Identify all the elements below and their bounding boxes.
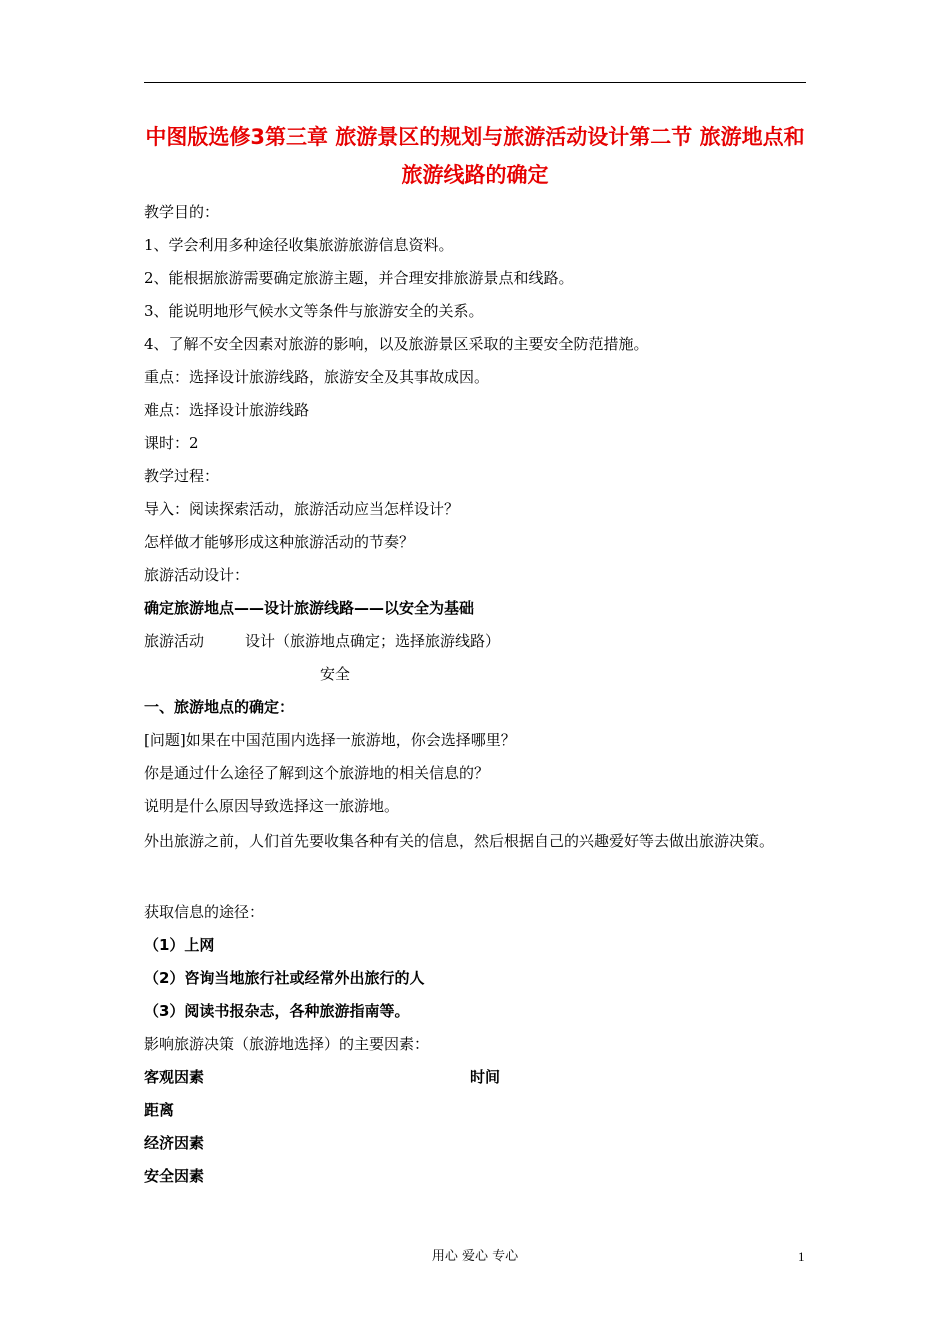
factor-time: 时间 [470, 1068, 501, 1086]
way-item-3: （3）阅读书报杂志，各种旅游指南等。 [144, 1002, 410, 1020]
factor-distance: 距离 [144, 1101, 175, 1119]
class-hours: 课时：2 [144, 434, 199, 452]
diagram-right-label: 设计（旅游地点确定；选择旅游线路） [245, 632, 501, 650]
objectives-heading: 教学目的： [144, 203, 220, 221]
factors-label: 影响旅游决策（旅游地选择）的主要因素： [144, 1035, 430, 1053]
objective-item-3: 3、能说明地形气候水文等条件与旅游安全的关系。 [144, 302, 484, 320]
diagram-left-label: 旅游活动 [144, 632, 205, 650]
header-rule [144, 82, 806, 83]
difficulty: 难点：选择设计旅游线路 [144, 401, 310, 419]
objective-item-4: 4、了解不安全因素对旅游的影响，以及旅游景区采取的主要安全防范措施。 [144, 335, 649, 353]
process-intro: 导入：阅读探索活动，旅游活动应当怎样设计？ [144, 500, 460, 518]
question-3: 说明是什么原因导致选择这一旅游地。 [144, 797, 400, 815]
footer-text: 用心 爱心 专心 [431, 1249, 519, 1264]
process-question: 怎样做才能够形成这种旅游活动的节奏？ [144, 533, 415, 551]
factor-safety: 安全因素 [144, 1167, 205, 1185]
diagram-bottom-label: 安全 [320, 665, 351, 683]
section-heading: 一、旅游地点的确定： [144, 698, 295, 716]
objective-item-1: 1、学会利用多种途径收集旅游旅游信息资料。 [144, 236, 454, 254]
question-1: [问题]如果在中国范围内选择一旅游地，你会选择哪里？ [144, 731, 516, 749]
way-item-1: （1）上网 [144, 936, 215, 954]
key-point: 重点：选择设计旅游线路，旅游安全及其事故成因。 [144, 368, 490, 386]
process-heading: 教学过程： [144, 467, 220, 485]
page-number: 1 [798, 1249, 805, 1264]
way-item-2: （2）咨询当地旅行社或经常外出旅行的人 [144, 969, 425, 987]
info-paragraph: 外出旅游之前，人们首先要收集各种有关的信息，然后根据自己的兴趣爱好等去做出旅游决策。 [144, 832, 775, 850]
document-title: 中图版选修3第三章 旅游景区的规划与旅游活动设计第二节 旅游地点和旅游线路的确定 [145, 125, 805, 187]
objective-factors: 客观因素 [144, 1068, 205, 1086]
design-flow: 确定旅游地点——设计旅游线路——以安全为基础 [144, 599, 475, 617]
question-2: 你是通过什么途径了解到这个旅游地的相关信息的？ [144, 764, 490, 782]
objective-item-2: 2、能根据旅游需要确定旅游主题，并合理安排旅游景点和线路。 [144, 269, 574, 287]
factor-economic: 经济因素 [144, 1134, 205, 1152]
ways-label: 获取信息的途径： [144, 903, 265, 921]
design-label: 旅游活动设计： [144, 566, 250, 584]
